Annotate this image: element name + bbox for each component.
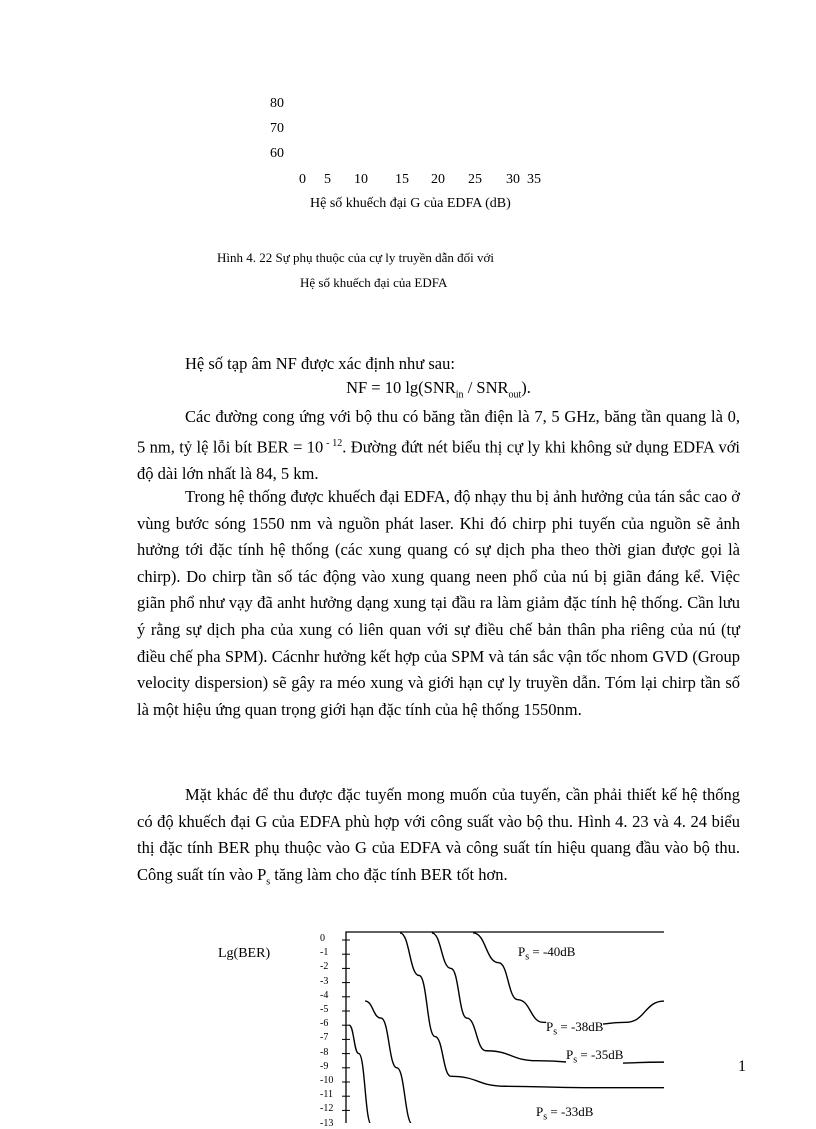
x-tick-label: 5 (324, 172, 331, 187)
ber-y-tick-label: -5 (320, 1004, 329, 1015)
ber-series-label: $P_s = -40dB$ (518, 944, 576, 963)
ber-series-line (349, 1025, 371, 1123)
ber-y-tick-label: -9 (320, 1060, 329, 1072)
ber-y-tick-label: -10 (320, 1075, 334, 1086)
x-tick-label: 25 (468, 172, 482, 187)
y-tick-label: 60 (270, 146, 284, 161)
ber-y-tick-label: -11 (320, 1089, 333, 1101)
ber-y-tick-label: -4 (320, 989, 329, 1001)
ber-series-label: $P_s = -38dB$ (546, 1019, 604, 1038)
paragraph-chirp: Trong hệ thống được khuếch đại EDFA, độ nhạy thu bị ảnh hưởng của tán sắc cao ở vùng bước sóng 1550 nm và nguồn phát laser. Khi đó chirp phi tuyến của nguồn sẽ ảnh hưởng tới đặc tính hệ thống (các xung quang có sự dịch pha theo thời gian được gọi là chirp). Do chirp tần số tác động vào xung quang neen phổ của nú bị giãn đáng kể. Việc giãn phổ như vạy đã anht hưởng dạng xung tại đầu ra làm giảm đặc tính hệ thống. Cần lưu ý rằng sự dịch pha của xung có liên quan với sự điều chế bản thân pha riêng của nú (tự điều chế pha SPM). Cácnhr hưởng kết hợp của SPM và tán sắc vận tốc nhom GVD (Group velocity dispersion) sẽ gây ra méo xung và giới hạn cự ly truyền dẫn. Tóm lại chirp tần số là một hiệu ứng quan trọng giới hạn đặc tính của hệ thống 1550nm. (137, 487, 740, 719)
x-tick-label: 0 (299, 172, 306, 187)
x-tick-label: 20 (431, 172, 445, 187)
page-number: 1 (738, 1058, 746, 1075)
x-tick-label: 35 (527, 172, 541, 187)
paragraph-design: Mặt khác để thu được đặc tuyến mong muốn của tuyến, cần phải thiết kế hệ thống có độ khuếch đại G của EDFA phù hợp với công suất vào bộ thu. Hình 4. 23 và 4. 24 biểu thị đặc tính BER phụ thuộc vào G của EDFA và công suất tín hiệu quang đầu vào bộ thu. Công suất tín vào $P_s$ tăng làm cho đặc tính BER tốt hơn. (137, 785, 740, 888)
ber-y-tick-label: -6 (320, 1018, 329, 1030)
ber-y-tick-label: -7 (320, 1032, 329, 1044)
ber-y-axis-label: Lg(BER) (218, 946, 271, 961)
ber-y-tick-label: -2 (320, 961, 329, 973)
ber-y-tick-label: -1 (320, 947, 329, 959)
equation-nf: NF = 10 $\lg(SNR_{in} / SNR_{out})$. (346, 378, 531, 401)
ber-y-tick-label: -8 (320, 1046, 329, 1058)
ber-y-tick-label: 0 (320, 933, 325, 944)
ber-axis-frame (346, 932, 664, 1123)
x-tick-label: 15 (395, 172, 409, 187)
ber-series-line (365, 1001, 413, 1123)
paragraph-curves: Các đường cong ứng với bộ thu có băng tần điện là 7, 5 GHz, băng tần quang là 0, 5 nm, tỷ lệ lỗi bít BER = 10 $^{- 12}$. Đường đứt nét biểu thị cự ly khi không sử dụng EDFA với độ dài lớn nhất là 84, 5 km. (137, 407, 741, 483)
figure-caption-line1: Hình 4. 22 Sự phụ thuộc của cự ly truyền dẫn đối với (217, 250, 494, 265)
x-axis-label: Hệ số khuếch đại G của EDFA (dB) (310, 196, 511, 211)
figure-caption-line2: Hệ số khuếch đại của EDFA (300, 275, 448, 290)
x-tick-label: 10 (354, 172, 368, 187)
ber-y-tick-label: -3 (320, 975, 329, 987)
x-tick-label: 30 (506, 172, 520, 187)
y-tick-label: 70 (270, 121, 284, 136)
ber-y-tick-label: -12 (320, 1103, 334, 1115)
ber-series-label: $P_s = -33dB$ (536, 1104, 594, 1123)
ber-series-label: $P_s = -35dB$ (566, 1047, 624, 1066)
ber-y-tick-label: -13 (320, 1117, 334, 1129)
paragraph-nf: Hệ số tạp âm NF được xác định như sau: (185, 354, 455, 373)
y-tick-label: 80 (270, 96, 284, 111)
